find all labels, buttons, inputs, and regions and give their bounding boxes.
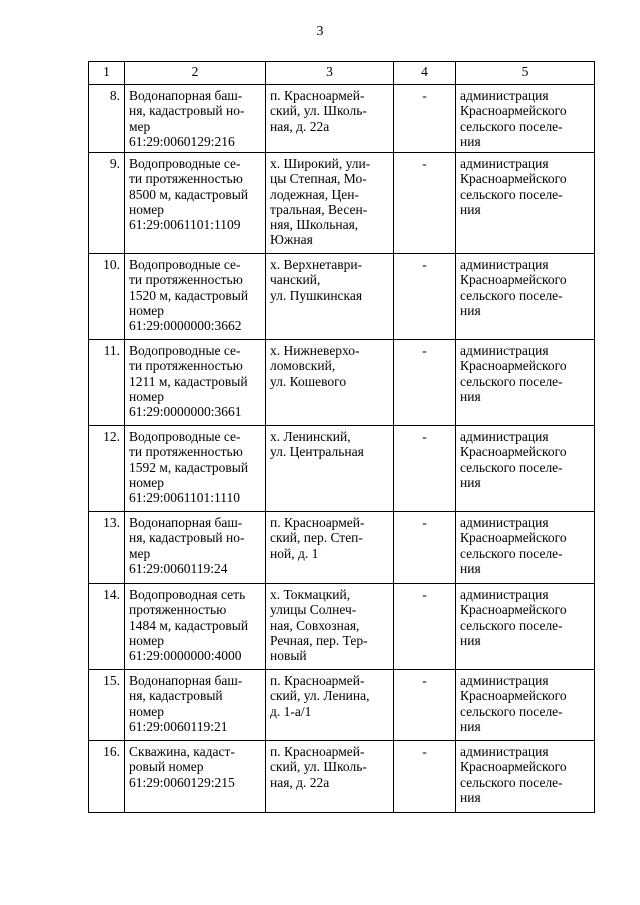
address-line: х. Нижневерхо-	[270, 343, 360, 358]
address-line: п. Красноармей-	[270, 88, 365, 103]
owner-line: администрация	[460, 156, 549, 171]
row-number: 11.	[89, 340, 125, 426]
owner-line: ния	[460, 388, 481, 404]
row-number: 16.	[89, 741, 125, 813]
object-name-line: Водопроводные се-	[129, 343, 241, 358]
object-name-line: 1520 м, кадастровый	[129, 287, 249, 303]
owner-line: Красноармейского	[460, 602, 567, 618]
owner-line: Красноармейского	[460, 688, 567, 704]
object-name-line: 61:29:0060119:24	[129, 560, 228, 576]
column-4-cell: -	[394, 340, 456, 426]
address-line: ский, ул. Школь-	[270, 103, 367, 119]
owner-line: Красноармейского	[460, 759, 567, 775]
address-line: х. Токмацкий,	[270, 587, 351, 602]
object-name-line: ня, кадастровый	[129, 688, 223, 704]
address-line: х. Ленинский,	[270, 429, 351, 444]
owner-line: ния	[460, 718, 481, 734]
owner-line: сельского поселе-	[460, 545, 563, 561]
address-line: новый	[270, 648, 307, 664]
owner-cell	[456, 741, 595, 813]
address-line: ул. Кошевого	[270, 373, 347, 389]
owner-cell	[456, 85, 595, 153]
table-row	[89, 584, 595, 670]
row-number: 8.	[89, 85, 125, 153]
table-row	[89, 670, 595, 741]
object-name-line: ня, кадастровый но-	[129, 103, 245, 119]
object-name-line: Водонапорная баш-	[129, 515, 243, 530]
row-number: 10.	[89, 254, 125, 340]
column-header-3: 3	[266, 62, 394, 85]
column-4-cell: -	[394, 153, 456, 254]
table-row	[89, 426, 595, 512]
owner-cell	[456, 340, 595, 426]
address-cell	[266, 153, 394, 254]
address-cell	[266, 741, 394, 813]
row-number: 12.	[89, 426, 125, 512]
address-line: ная, Совхозная,	[270, 617, 360, 633]
object-name-cell	[125, 340, 266, 426]
owner-line: Красноармейского	[460, 444, 567, 460]
object-name-cell	[125, 584, 266, 670]
object-name-line: 61:29:0061101:1109	[129, 217, 241, 233]
owner-cell	[456, 512, 595, 584]
object-name-line: Водонапорная баш-	[129, 673, 243, 688]
owner-cell	[456, 426, 595, 512]
table-row	[89, 340, 595, 426]
column-4-cell: -	[394, 512, 456, 584]
owner-cell	[456, 670, 595, 741]
column-4-cell: -	[394, 584, 456, 670]
object-name-line: мер	[129, 545, 151, 561]
address-cell	[266, 426, 394, 512]
address-line: лодежная, Цен-	[270, 186, 359, 202]
address-line: ломовский,	[270, 358, 336, 374]
owner-line: Красноармейского	[460, 358, 567, 374]
owner-line: ния	[460, 632, 481, 648]
object-name-line: номер	[129, 703, 165, 719]
address-cell	[266, 670, 394, 741]
object-name-line: 61:29:0061101:1110	[129, 490, 240, 506]
owner-line: сельского поселе-	[460, 617, 563, 633]
owner-line: администрация	[460, 343, 549, 358]
address-line: п. Красноармей-	[270, 515, 365, 530]
address-line: ский, ул. Ленина,	[270, 688, 370, 704]
row-number: 15.	[89, 670, 125, 741]
object-name-cell	[125, 254, 266, 340]
owner-line: сельского поселе-	[460, 186, 563, 202]
object-name-line: 8500 м, кадастровый	[129, 186, 249, 202]
row-number: 9.	[89, 153, 125, 254]
column-4-cell: -	[394, 254, 456, 340]
owner-line: администрация	[460, 673, 549, 688]
owner-line: администрация	[460, 587, 549, 602]
object-name-line: ти протяженностью	[129, 444, 243, 460]
column-4-cell: -	[394, 741, 456, 813]
column-header-4: 4	[394, 62, 456, 85]
address-line: няя, Школьная,	[270, 217, 359, 233]
owner-line: сельского поселе-	[460, 459, 563, 475]
address-cell	[266, 340, 394, 426]
object-name-cell	[125, 153, 266, 254]
table-row	[89, 254, 595, 340]
address-line: чанский,	[270, 272, 321, 288]
address-line: ул. Центральная	[270, 444, 364, 460]
table-header-row	[89, 62, 595, 85]
object-name-line: номер	[129, 201, 165, 217]
object-name-line: номер	[129, 632, 165, 648]
owner-line: ния	[460, 474, 481, 490]
address-line: ная, д. 22а	[270, 118, 330, 134]
object-name-line: мер	[129, 118, 151, 134]
owner-line: сельского поселе-	[460, 373, 563, 389]
owner-line: сельского поселе-	[460, 774, 563, 790]
address-cell	[266, 584, 394, 670]
address-line: х. Широкий, ули-	[270, 156, 371, 171]
column-header-5: 5	[456, 62, 595, 85]
owner-cell	[456, 254, 595, 340]
object-name-line: 1592 м, кадастровый	[129, 459, 249, 475]
owner-line: администрация	[460, 429, 549, 444]
address-line: ная, д. 22а	[270, 774, 330, 790]
owner-cell	[456, 584, 595, 670]
address-line: Южная	[270, 232, 313, 248]
owner-line: ния	[460, 133, 481, 149]
address-cell	[266, 512, 394, 584]
address-line: Речная, пер. Тер-	[270, 632, 368, 648]
object-name-line: Водопроводная сеть	[129, 587, 246, 602]
object-name-line: Водопроводные се-	[129, 156, 241, 171]
address-cell	[266, 254, 394, 340]
owner-line: Красноармейского	[460, 530, 567, 546]
object-name-cell	[125, 670, 266, 741]
object-name-cell	[125, 85, 266, 153]
object-name-line: ти протяженностью	[129, 171, 243, 187]
object-name-line: Водонапорная баш-	[129, 88, 243, 103]
address-line: х. Верхнетаври-	[270, 257, 363, 272]
column-4-cell: -	[394, 670, 456, 741]
address-line: п. Красноармей-	[270, 744, 365, 759]
object-name-line: Водопроводные се-	[129, 429, 241, 444]
object-name-line: 1484 м, кадастровый	[129, 617, 249, 633]
object-name-line: 61:29:0000000:4000	[129, 648, 242, 664]
owner-line: администрация	[460, 515, 549, 530]
address-line: ной, д. 1	[270, 545, 319, 561]
column-4-cell: -	[394, 85, 456, 153]
table-body	[89, 85, 595, 813]
address-line: п. Красноармей-	[270, 673, 365, 688]
owner-line: Красноармейского	[460, 272, 567, 288]
owner-line: Красноармейского	[460, 103, 567, 119]
object-name-line: 61:29:0060129:216	[129, 133, 235, 149]
object-name-line: 61:29:0060129:215	[129, 774, 235, 790]
owner-line: администрация	[460, 257, 549, 272]
owner-line: ния	[460, 560, 481, 576]
address-cell	[266, 85, 394, 153]
page-number: 3	[316, 24, 324, 39]
address-line: д. 1-а/1	[270, 703, 312, 719]
property-registry-table	[88, 61, 595, 813]
table-row	[89, 741, 595, 813]
owner-line: администрация	[460, 88, 549, 103]
object-name-line: протяженностью	[129, 602, 227, 618]
address-line: ул. Пушкинская	[270, 287, 363, 303]
address-line: ский, ул. Школь-	[270, 759, 367, 775]
object-name-line: Водопроводные се-	[129, 257, 241, 272]
address-line: цы Степная, Мо-	[270, 171, 367, 187]
object-name-line: ти протяженностью	[129, 272, 243, 288]
object-name-line: Скважина, кадаст-	[129, 744, 235, 759]
owner-line: сельского поселе-	[460, 118, 563, 134]
object-name-line: 1211 м, кадастровый	[129, 373, 248, 389]
object-name-cell	[125, 512, 266, 584]
object-name-line: 61:29:0060119:21	[129, 718, 228, 734]
owner-line: сельского поселе-	[460, 703, 563, 719]
table-row	[89, 85, 595, 153]
object-name-line: 61:29:0000000:3661	[129, 404, 242, 420]
owner-line: ния	[460, 302, 481, 318]
object-name-line: 61:29:0000000:3662	[129, 318, 242, 334]
owner-line: Красноармейского	[460, 171, 567, 187]
column-header-2: 2	[125, 62, 266, 85]
object-name-line: ня, кадастровый но-	[129, 530, 245, 546]
owner-line: сельского поселе-	[460, 287, 563, 303]
column-header-1: 1	[89, 62, 125, 85]
row-number: 13.	[89, 512, 125, 584]
object-name-cell	[125, 426, 266, 512]
table-row	[89, 512, 595, 584]
object-name-line: номер	[129, 302, 165, 318]
owner-line: ния	[460, 789, 481, 805]
object-name-line: номер	[129, 388, 165, 404]
object-name-line: ровый номер	[129, 759, 204, 775]
object-name-cell	[125, 741, 266, 813]
column-4-cell: -	[394, 426, 456, 512]
owner-line: ния	[460, 201, 481, 217]
object-name-line: номер	[129, 474, 165, 490]
address-line: улицы Солнеч-	[270, 602, 357, 618]
object-name-line: ти протяженностью	[129, 358, 243, 374]
address-line: тральная, Весен-	[270, 201, 368, 217]
address-line: ский, пер. Степ-	[270, 530, 363, 546]
table-row	[89, 153, 595, 254]
row-number: 14.	[89, 584, 125, 670]
owner-cell	[456, 153, 595, 254]
owner-line: администрация	[460, 744, 549, 759]
